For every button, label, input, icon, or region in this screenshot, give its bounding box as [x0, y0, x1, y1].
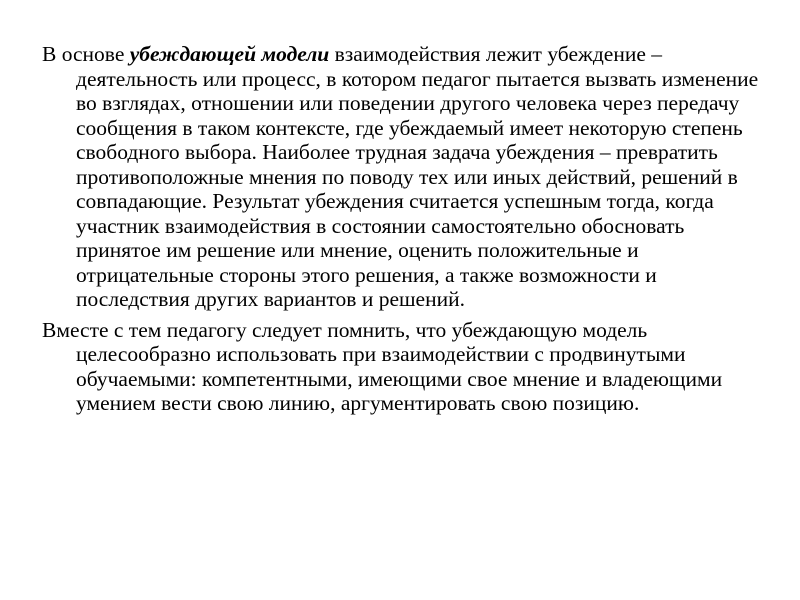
paragraph-persuasion-model: [42, 42, 760, 312]
paragraph-1-body: взаимодействия лежит убеждение – деятельность или процесс, в котором педагог пытается вызвать изменение во взглядах, отношении или поведении другого человека через передачу сообщения в таком контексте, где убеждаемый имеет некоторую степень свободного выбора. Наиболее трудная задача убеждения – превратить противоположные мнения по поводу тех или иных действий, решений в совпадающие. Результат убеждения считается успешным тогда, когда участник взаимодействия в состоянии самостоятельно обосновать принятое им решение или мнение, оценить положительные и отрицательные стороны этого решения, а также возможности и последствия других вариантов и решений.: [76, 42, 759, 311]
paragraph-advanced-learners: Вместе с тем педагогу следует помнить, что убеждающую модель целесообразно использовать при взаимодействии с продвинутыми обучаемыми: компетентными, имеющими свое мнение и владеющими умением вести свою линию, аргументировать свою позицию.: [42, 317, 723, 415]
emphasized-term: убеждающей модели: [129, 42, 330, 66]
paragraph-1-intro: В основе: [42, 42, 130, 66]
